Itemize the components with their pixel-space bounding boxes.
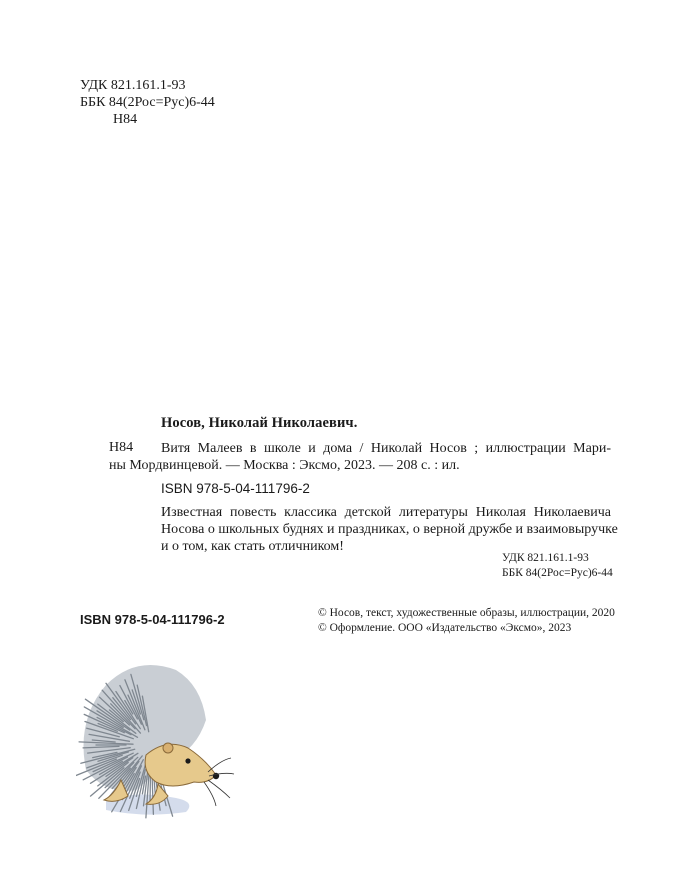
record-description-line-1: Витя Малеев в школе и дома / Николай Носов ; иллюстрации Мари-: [161, 441, 611, 456]
annotation-line-3: и о том, как стать отличником!: [161, 539, 344, 554]
record-isbn: ISBN 978-5-04-111796-2: [161, 481, 310, 496]
top-author-code: Н84: [113, 112, 138, 127]
right-udk: УДК 821.161.1-93: [502, 552, 589, 564]
top-udk: УДК 821.161.1-93: [80, 78, 186, 93]
record-description-line-2: ны Мордвинцевой. — Москва : Эксмо, 2023. — 208 с. : ил.: [109, 458, 460, 473]
footer-isbn: ISBN 978-5-04-111796-2: [80, 612, 225, 627]
record-author: Носов, Николай Николаевич.: [161, 415, 358, 431]
annotation-line-1: Известная повесть классика детской литературы Николая Николаевича: [161, 505, 611, 520]
hedgehog-illustration: [76, 650, 236, 820]
top-classification-codes: [80, 77, 215, 128]
copyright-block: [318, 606, 615, 636]
annotation-line-2: Носова о школьных буднях и праздниках, о верной дружбе и взаимовыручке: [161, 522, 618, 537]
annotation: [161, 504, 618, 555]
record-author-code: Н84: [109, 440, 134, 455]
copyright-line-2: © Оформление. ООО «Издательство «Эксмо», 2023: [318, 622, 572, 634]
top-bbk: ББК 84(2Рос=Рус)6-44: [80, 95, 215, 110]
right-bbk: ББК 84(2Рос=Рус)6-44: [502, 567, 613, 579]
right-classification-codes: [502, 551, 613, 581]
copyright-line-1: © Носов, текст, художественные образы, иллюстрации, 2020: [318, 607, 615, 619]
